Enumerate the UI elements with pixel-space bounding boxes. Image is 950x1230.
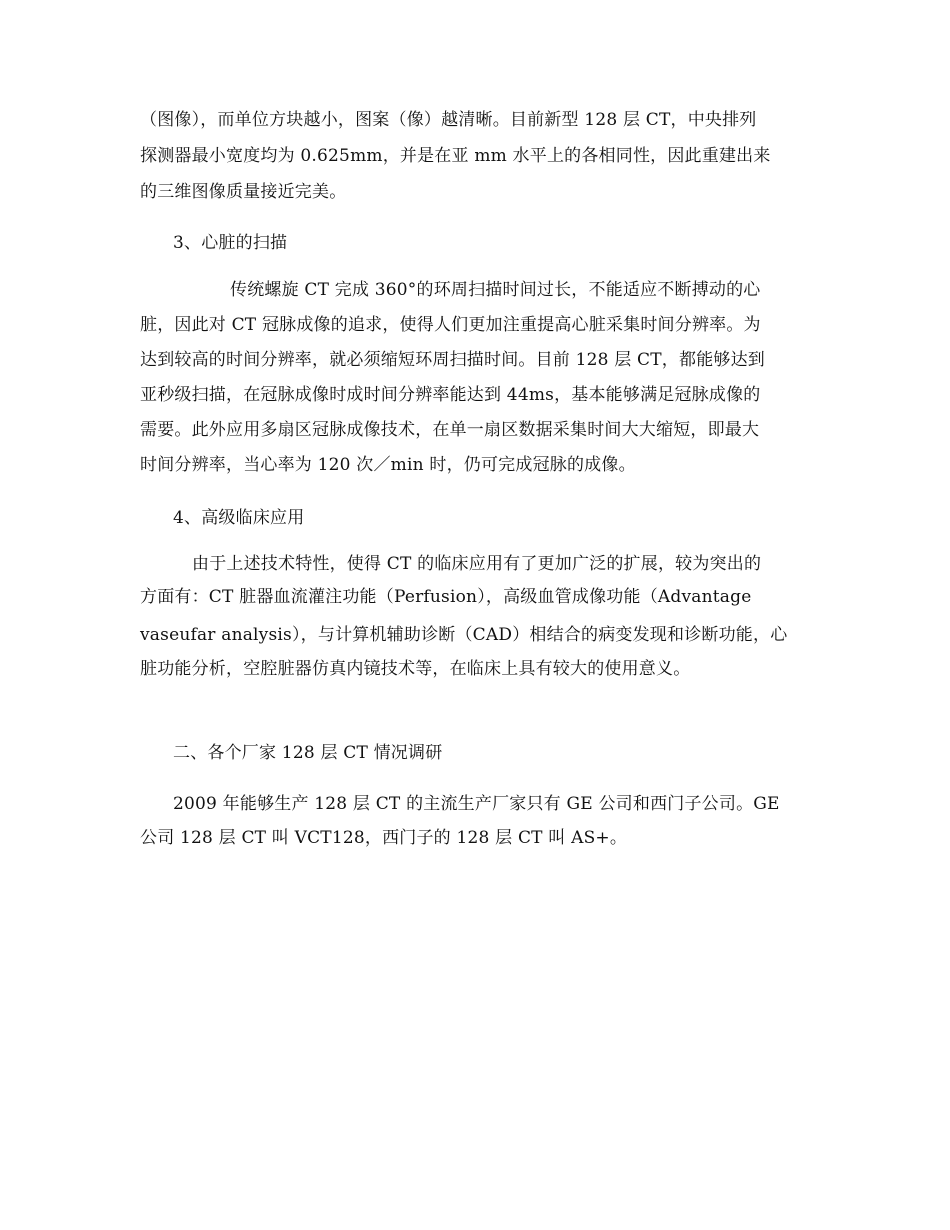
text-line: vaseufar analysis），与计算机辅助诊断（CAD）相结合的病变发现和诊断功能，心: [140, 625, 788, 645]
section-heading: 4、高级临床应用: [173, 508, 305, 528]
text-line: 达到较高的时间分辨率，就必须缩短环周扫描时间。目前 128 层 CT，都能够达到: [140, 350, 766, 370]
text-line: 亚秒级扫描，在冠脉成像时成时间分辨率能达到 44ms，基本能够满足冠脉成像的: [140, 385, 761, 405]
text-line: 的三维图像质量接近完美。: [140, 182, 347, 202]
text-line: 由于上述技术特性，使得 CT 的临床应用有了更加广泛的扩展，较为突出的: [192, 554, 762, 574]
text-line: 探测器最小宽度均为 0.625mm，并是在亚 mm 水平上的各相同性，因此重建出来: [140, 146, 771, 166]
text-line: 公司 128 层 CT 叫 VCT128，西门子的 128 层 CT 叫 AS+。: [140, 828, 628, 848]
text-line: 传统螺旋 CT 完成 360°的环周扫描时间过长，不能适应不断搏动的心: [230, 280, 761, 300]
text-line: （图像），而单位方块越小，图案（像）越清晰。目前新型 128 层 CT，中央排列: [140, 110, 757, 130]
chapter-heading: 二、各个厂家 128 层 CT 情况调研: [173, 743, 443, 763]
text-line: 2009 年能够生产 128 层 CT 的主流生产厂家只有 GE 公司和西门子公司。GE: [173, 794, 780, 814]
text-line: 脏，因此对 CT 冠脉成像的追求，使得人们更加注重提高心脏采集时间分辨率。为: [140, 315, 761, 335]
text-line: 方面有：CT 脏器血流灌注功能（Perfusion），高级血管成像功能（Advantage: [140, 587, 752, 607]
text-line: 需要。此外应用多扇区冠脉成像技术，在单一扇区数据采集时间大大缩短，即最大: [140, 420, 760, 440]
section-heading: 3、心脏的扫描: [173, 233, 288, 253]
text-line: 脏功能分析，空腔脏器仿真内镜技术等，在临床上具有较大的使用意义。: [140, 659, 691, 679]
text-line: 时间分辨率，当心率为 120 次／min 时，仍可完成冠脉的成像。: [140, 455, 636, 475]
